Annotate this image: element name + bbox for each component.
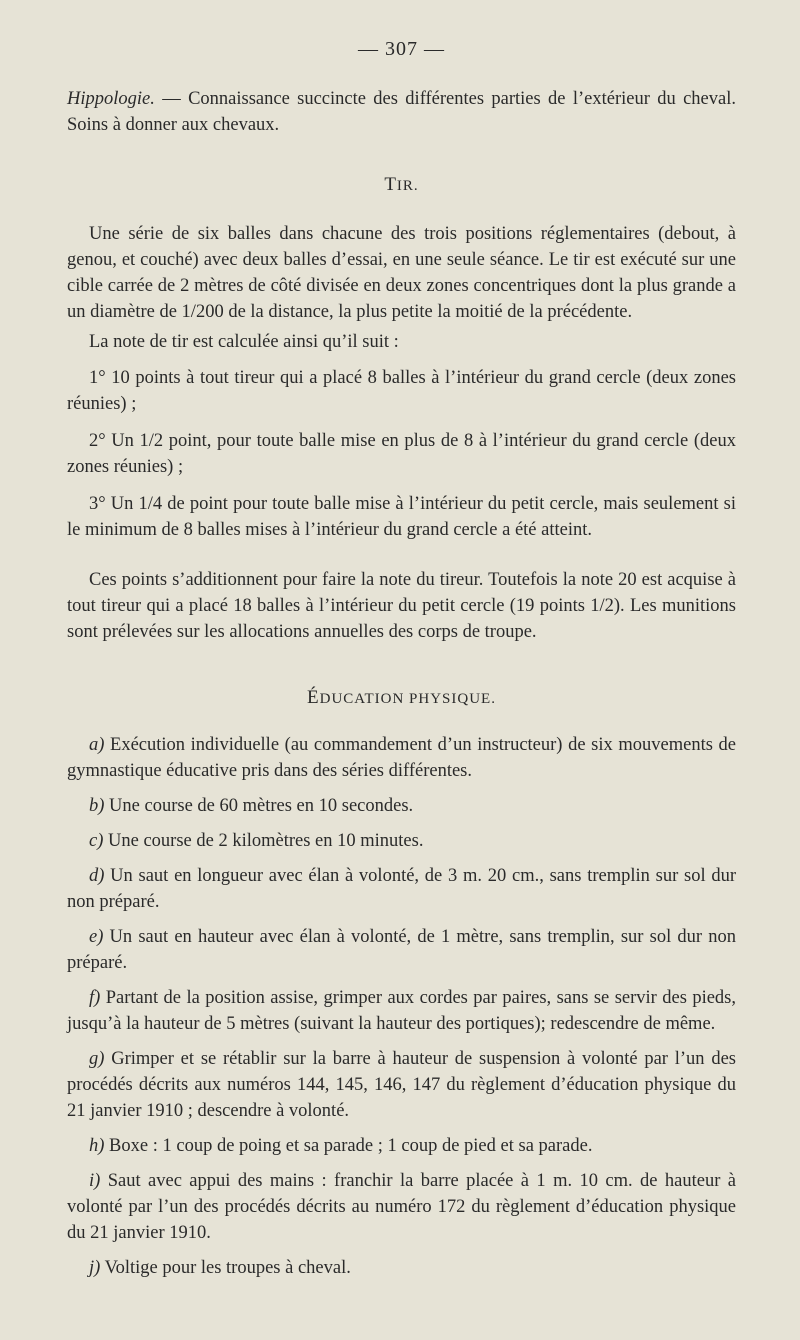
section-title-tir-initial: T (384, 174, 397, 195)
education-item-h (67, 1133, 736, 1159)
tir-points-paragraph: Ces points s’additionnent pour faire la note du tireur. Toutefois la note 20 est acquise à tout tireur qui a placé 18 balles à l’intérieur du petit cercle (19 points 1/2). Les munitions sont prélevées sur les allocations annuelles des corps de troupe. (67, 570, 736, 642)
page-number: — 307 — (358, 38, 445, 60)
tir-paragraph: Une série de six balles dans chacune des trois positions réglementaires (debout, à genou, et couché) avec deux balles d’essai, en une seule séance. Le tir est exécuté sur une cible carrée de 2 mètres de côté divisée en deux zones concentriques dont la plus grande a un diamètre de 1/200 de la distance, la plus petite la moitié de la précédente. (67, 224, 736, 322)
education-item-a (67, 732, 736, 784)
education-item-letter: j) (89, 1258, 101, 1278)
education-item-text: Voltige pour les troupes à cheval. (100, 1258, 351, 1278)
education-item-g (67, 1046, 736, 1124)
tir-item-2: 2° Un 1/2 point, pour toute balle mise en plus de 8 à l’intérieur du grand cercle (deux zones réunies) ; (67, 431, 736, 477)
education-item-d (67, 863, 736, 915)
education-item-text: Exécution individuelle (au commandement d’un instructeur) de six mouvements de gymnastique éducative pris dans des séries différentes. (67, 735, 736, 781)
education-item-text: Un saut en longueur avec élan à volonté, de 3 m. 20 cm., sans tremplin sur sol dur non préparé. (67, 866, 736, 912)
education-item-f (67, 985, 736, 1037)
education-item-letter: f) (89, 988, 101, 1008)
education-item-text: Grimper et se rétablir sur la barre à hauteur de suspension à volonté par l’un des procédés décrits aux numéros 144, 145, 146, 147 du règlement d’éducation physique du 21 janvier 1910 ; descendre à volonté. (67, 1049, 736, 1121)
section-title-education (67, 685, 736, 712)
education-item-text: Saut avec appui des mains : franchir la barre placée à 1 m. 10 cm. de hauteur à volonté par l’un des procédés décrits au numéro 172 du règlement d’éducation physique du 21 janvier 1910. (67, 1171, 736, 1243)
section-title-tir (67, 172, 736, 199)
education-item-e (67, 924, 736, 976)
education-item-i (67, 1168, 736, 1246)
education-item-letter: d) (89, 866, 105, 886)
hippologie-label: Hippologie. (67, 89, 155, 109)
tir-note-intro: La note de tir est calculée ainsi qu’il suit : (89, 332, 399, 352)
education-item-letter: i) (89, 1171, 101, 1191)
education-item-letter: e) (89, 927, 104, 947)
education-item-letter: b) (89, 796, 105, 816)
tir-item-1: 1° 10 points à tout tireur qui a placé 8 balles à l’intérieur du grand cercle (deux zones réunies) ; (67, 368, 736, 414)
hippologie-text: — Connaissance succincte des différentes parties de l’extérieur du cheval. Soins à donner aux chevaux. (67, 89, 736, 135)
education-item-c (67, 828, 736, 854)
education-item-b (67, 793, 736, 819)
hippologie-paragraph (67, 86, 736, 138)
education-item-text: Une course de 60 mètres en 10 secondes. (104, 796, 414, 816)
section-title-education-rest: DUCATION PHYSIQUE. (319, 691, 496, 707)
section-title-tir-rest: IR. (396, 178, 419, 194)
education-item-text: Partant de la position assise, grimper aux cordes par paires, sans se servir des pieds, jusqu’à la hauteur de 5 mètres (suivant la hauteur des portiques); redescendre de même. (67, 988, 736, 1034)
education-item-j (67, 1255, 736, 1281)
education-item-text: Boxe : 1 coup de poing et sa parade ; 1 coup de pied et sa parade. (104, 1136, 593, 1156)
education-item-letter: a) (89, 735, 105, 755)
education-item-letter: h) (89, 1136, 105, 1156)
section-title-education-initial: É (307, 687, 320, 708)
education-item-letter: g) (89, 1049, 105, 1069)
education-item-text: Un saut en hauteur avec élan à volonté, de 1 mètre, sans tremplin, sur sol dur non préparé. (67, 927, 736, 973)
education-item-text: Une course de 2 kilomètres en 10 minutes. (103, 831, 424, 851)
education-item-letter: c) (89, 831, 104, 851)
tir-item-3: 3° Un 1/4 de point pour toute balle mise à l’intérieur du petit cercle, mais seulement si le minimum de 8 balles mises à l’intérieur du grand cercle a été atteint. (67, 494, 736, 540)
